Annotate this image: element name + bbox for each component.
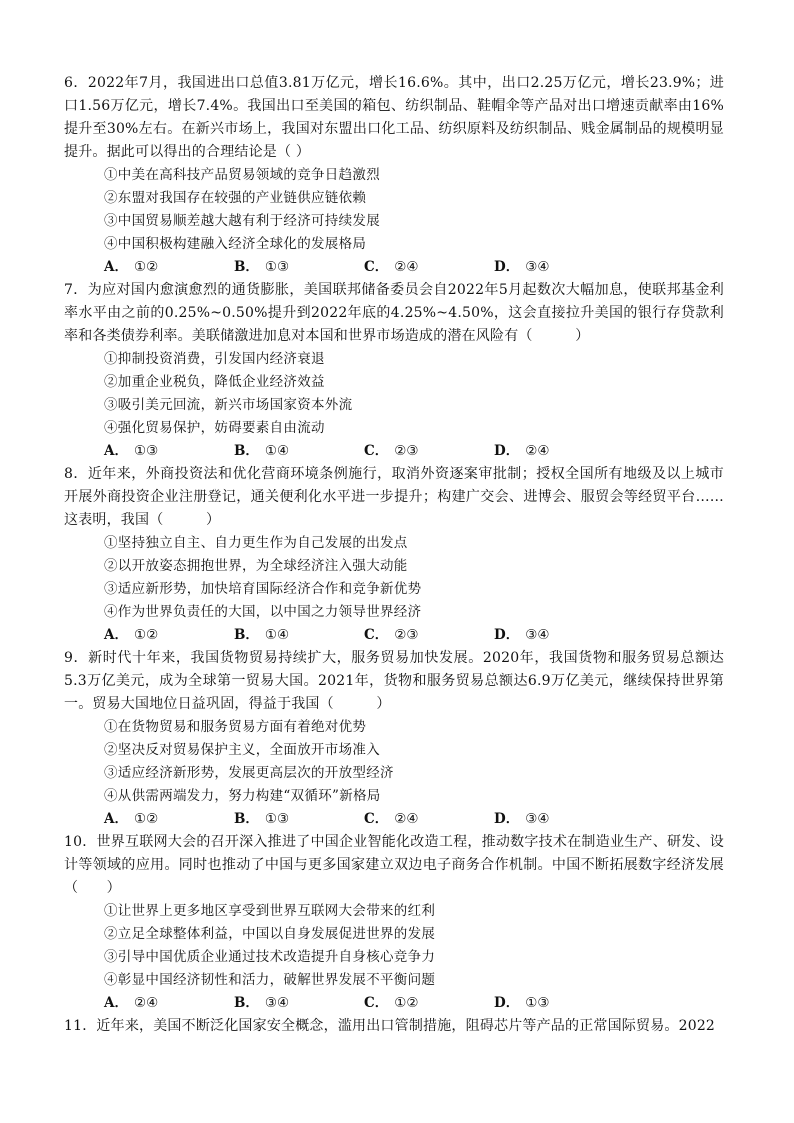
choice-value: ①③ — [264, 811, 290, 827]
choice-c — [364, 256, 494, 279]
statement-item: ③适应经济新形势，发展更高层次的开放型经济 — [104, 765, 394, 781]
choice-c — [364, 992, 494, 1015]
choice-letter: C． — [364, 811, 389, 827]
choice-letter: D． — [494, 995, 520, 1011]
choice-c — [364, 624, 494, 647]
choice-b — [234, 440, 364, 463]
choice-value: ②④ — [525, 443, 550, 459]
statement-list — [104, 532, 724, 624]
question-stem: 6．2022年7月，我国进出口总值3.81万亿元，增长16.6%。其中，出口2.25万亿元，增长23.9%；进口1.56万亿元，增长7.4%。我国出口至美国的箱包、纺织制品、鞋帽伞等产品对出口增速贡献率由16%提升至30%左右。在新兴市场上，我国对东盟出口化工品、纺织原料及纺织制品、贱金属制品的规模明显提升。据此可以得出的合理结论是（ ） — [64, 75, 724, 160]
choice-letter: A． — [104, 995, 128, 1011]
statement-list — [104, 716, 724, 808]
statement-item: ①坚持独立自主、自力更生作为自己发展的出发点 — [104, 535, 408, 551]
choice-d — [494, 808, 624, 831]
statement-item: ②以开放姿态拥抱世界，为全球经济注入强大动能 — [104, 558, 408, 574]
choice-a — [104, 992, 234, 1015]
choice-letter: D． — [494, 811, 520, 827]
statement-item: ④作为世界负责任的大国，以中国之力领导世界经济 — [104, 604, 422, 620]
statement-item: ①中美在高科技产品贸易领域的竞争日趋激烈 — [104, 167, 380, 183]
choice-value: ①③ — [133, 443, 159, 459]
question-7 — [64, 279, 724, 463]
statement-list — [104, 164, 724, 256]
choice-letter: C． — [364, 443, 389, 459]
choice-value: ②④ — [394, 811, 419, 827]
choice-value: ①② — [133, 811, 159, 827]
choice-letter: D． — [494, 443, 520, 459]
choice-b — [234, 624, 364, 647]
statement-item: ④彰显中国经济韧性和活力，破解世界发展不平衡问题 — [104, 972, 436, 988]
statement-list — [104, 900, 724, 992]
choice-letter: C． — [364, 995, 389, 1011]
question-stem: 8．近年来，外商投资法和优化营商环境条例施行，取消外资逐案审批制；授权全国所有地级及以上城市开展外商投资企业注册登记，通关便利化水平进一步提升；构建广交会、进博会、服贸会等经贸平台……这表明，我国（ ） — [64, 466, 724, 528]
question-6 — [64, 72, 724, 279]
choice-value: ③④ — [525, 627, 550, 643]
answer-choices — [104, 624, 724, 647]
choice-value: ②④ — [133, 995, 159, 1011]
choice-value: ①③ — [264, 259, 290, 275]
statement-item: ③引导中国优质企业通过技术改造提升自身核心竞争力 — [104, 949, 436, 965]
choice-letter: A． — [104, 259, 128, 275]
choice-value: ①④ — [264, 443, 290, 459]
question-11 — [64, 1015, 724, 1038]
choice-letter: D． — [494, 259, 520, 275]
statement-item: ②东盟对我国存在较强的产业链供应链依赖 — [104, 190, 367, 206]
statement-item: ②立足全球整体利益，中国以自身发展促进世界的发展 — [104, 926, 436, 942]
statement-item: ④从供需两端发力，努力构建“双循环”新格局 — [104, 788, 381, 804]
statement-item: ①在货物贸易和服务贸易方面有着绝对优势 — [104, 719, 367, 735]
choice-value: ①② — [133, 259, 159, 275]
statement-item: ①抑制投资消费，引发国内经济衰退 — [104, 351, 325, 367]
statement-item: ③适应新形势，加快培育国际经济合作和竞争新优势 — [104, 581, 422, 597]
choice-value: ①③ — [525, 995, 550, 1011]
statement-item: ④中国积极构建融入经济全球化的发展格局 — [104, 236, 367, 252]
choice-letter: A． — [104, 443, 128, 459]
choice-a — [104, 624, 234, 647]
choice-b — [234, 992, 364, 1015]
choice-letter: B． — [234, 259, 259, 275]
choice-value: ②③ — [394, 443, 419, 459]
choice-b — [234, 808, 364, 831]
choice-d — [494, 256, 624, 279]
answer-choices — [104, 808, 724, 831]
choice-letter: D． — [494, 627, 520, 643]
choice-c — [364, 440, 494, 463]
choice-value: ①④ — [264, 627, 290, 643]
choice-value: ③④ — [525, 811, 550, 827]
question-10 — [64, 831, 724, 1015]
choice-b — [234, 256, 364, 279]
choice-value: ②③ — [394, 627, 419, 643]
question-stem: 11．近年来，美国不断泛化国家安全概念，滥用出口管制措施，阻碍芯片等产品的正常国际贸易。2022 — [64, 1018, 716, 1034]
choice-value: ①② — [133, 627, 159, 643]
question-8 — [64, 463, 724, 647]
choice-letter: C． — [364, 259, 389, 275]
answer-choices — [104, 256, 724, 279]
choice-value: ③④ — [525, 259, 550, 275]
question-9 — [64, 647, 724, 831]
choice-letter: B． — [234, 811, 259, 827]
statement-item: ②加重企业税负，降低企业经济效益 — [104, 374, 325, 390]
choice-letter: A． — [104, 627, 128, 643]
choice-a — [104, 256, 234, 279]
choice-a — [104, 440, 234, 463]
choice-d — [494, 624, 624, 647]
exam-page — [64, 72, 724, 1038]
statement-item: ③中国贸易顺差越大越有利于经济可持续发展 — [104, 213, 380, 229]
answer-choices — [104, 992, 724, 1015]
statement-item: ②坚决反对贸易保护主义，全面放开市场准入 — [104, 742, 380, 758]
question-stem: 10．世界互联网大会的召开深入推进了中国企业智能化改造工程，推动数字技术在制造业生产、研发、设计等领域的应用。同时也推动了中国与更多国家建立双边电子商务合作机制。中国不断拓展数字经济发展（ ） — [64, 834, 724, 896]
question-stem: 7．为应对国内愈演愈烈的通货膨胀，美国联邦储备委员会自2022年5月起数次大幅加息，使联邦基金利率水平由之前的0.25%~0.50%提升到2022年底的4.25%~4.50%，这会直接拉升美国的银行存贷款利率和各类债券利率。美联储激进加息对本国和世界市场造成的潜在风险有（ ） — [64, 282, 724, 344]
choice-a — [104, 808, 234, 831]
choice-letter: B． — [234, 443, 259, 459]
choice-d — [494, 992, 624, 1015]
statement-item: ③吸引美元回流，新兴市场国家资本外流 — [104, 397, 353, 413]
choice-letter: B． — [234, 995, 259, 1011]
choice-c — [364, 808, 494, 831]
choice-letter: C． — [364, 627, 389, 643]
answer-choices — [104, 440, 724, 463]
choice-letter: B． — [234, 627, 259, 643]
choice-value: ③④ — [264, 995, 290, 1011]
statement-list — [104, 348, 724, 440]
statement-item: ①让世界上更多地区享受到世界互联网大会带来的红利 — [104, 903, 436, 919]
choice-d — [494, 440, 624, 463]
choice-value: ①② — [394, 995, 419, 1011]
choice-letter: A． — [104, 811, 128, 827]
choice-value: ②④ — [394, 259, 419, 275]
statement-item: ④强化贸易保护，妨碍要素自由流动 — [104, 420, 325, 436]
question-stem: 9．新时代十年来，我国货物贸易持续扩大，服务贸易加快发展。2020年，我国货物和服务贸易总额达5.3万亿美元，成为全球第一贸易大国。2021年，货物和服务贸易总额达6.9万亿美元，继续保持世界第一。贸易大国地位日益巩固，得益于我国（ ） — [64, 650, 724, 712]
